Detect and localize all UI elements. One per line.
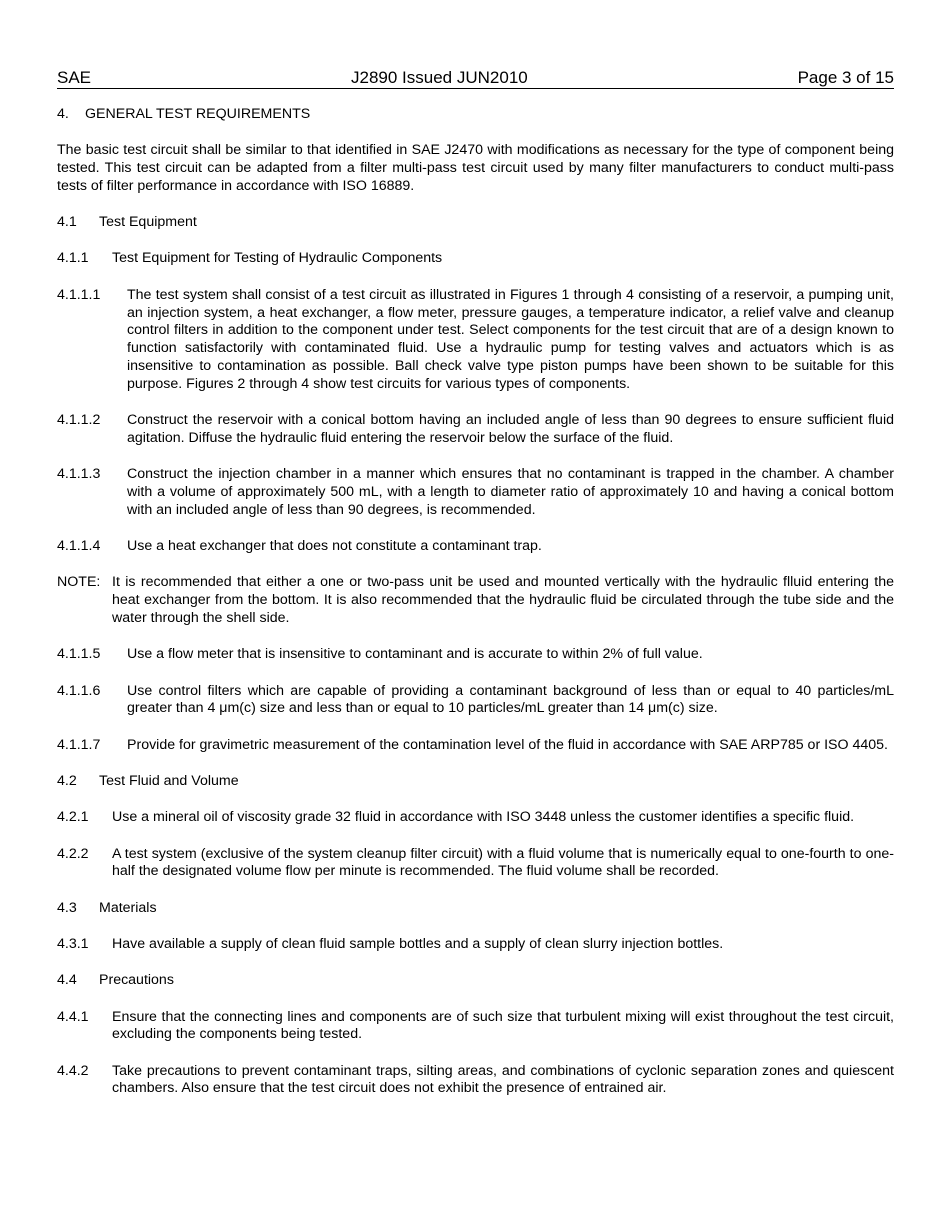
section-heading-4-4 bbox=[57, 972, 894, 990]
section-title: Materials bbox=[99, 899, 157, 916]
clause-4-1-1-3 bbox=[57, 466, 894, 519]
clause-4-1-1-5 bbox=[57, 646, 894, 664]
intro-paragraph: The basic test circuit shall be similar to that identified in SAE J2470 with modifications as necessary for the type of component being tested. This test circuit can be adapted from a filter multi-pass test circuit used by many filter manufacturers to conduct multi-pass tests of filter performance in accordance with ISO 16889. bbox=[57, 142, 894, 194]
section-heading-4-1-1 bbox=[57, 250, 894, 268]
clause-number: 4.4.2 bbox=[57, 1062, 89, 1079]
clause-number: 4.4.1 bbox=[57, 1008, 89, 1025]
clause-text: Use a flow meter that is insensitive to contaminant and is accurate to within 2% of full value. bbox=[127, 646, 703, 663]
clause-4-2-2 bbox=[57, 846, 894, 882]
clause-4-4-2 bbox=[57, 1063, 894, 1099]
section-number: 4. bbox=[57, 106, 69, 122]
clause-text: Ensure that the connecting lines and components are of such size that turbulent mixing will exist throughout the test circuit, excluding the components being tested. bbox=[112, 1008, 894, 1043]
clause-text: Construct the injection chamber in a manner which ensures that no contaminant is trapped in the chamber. A chamber with a volume of approximately 500 mL, with a length to diameter ratio of approximately 10 and having a conical bottom with an included angle of less than 90 degrees, is recommended. bbox=[127, 466, 894, 518]
note-text: It is recommended that either a one or two-pass unit be used and mounted vertically with the hydraulic flluid entering the heat exchanger from the bottom. It is also recommended that the hydraulic fluid be circulated through the tube side and the water through the shell side. bbox=[112, 574, 894, 626]
section-heading-4-3 bbox=[57, 900, 894, 918]
clause-text: Use a mineral oil of viscosity grade 32 fluid in accordance with ISO 3448 unless the customer identifies a specific fluid. bbox=[112, 809, 855, 826]
section-title: GENERAL TEST REQUIREMENTS bbox=[85, 106, 311, 122]
page-header bbox=[57, 68, 894, 89]
section-heading-4 bbox=[57, 106, 894, 124]
note-label: NOTE: bbox=[57, 574, 101, 591]
section-title: Test Equipment for Testing of Hydraulic Components bbox=[112, 250, 443, 267]
clause-text: Have available a supply of clean fluid sample bottles and a supply of clean slurry injection bottles. bbox=[112, 935, 724, 952]
clause-text: A test system (exclusive of the system cleanup filter circuit) with a fluid volume that is numerically equal to one-fourth to one-half the designated volume flow per minute is recommended. The fluid volume shall be recorded. bbox=[112, 845, 894, 880]
clause-4-1-1-1 bbox=[57, 287, 894, 394]
section-number: 4.1.1 bbox=[57, 250, 89, 267]
clause-text: The test system shall consist of a test circuit as illustrated in Figures 1 through 4 consisting of a reservoir, a pumping unit, an injection system, a heat exchanger, a flow meter, pressure gauges, a temperature indicator, a relief valve and cleanup control filters in addition to the component under test. Select components for the test circuit that are of a design known to function satisfactorily with contaminated fluid. Use a hydraulic pump for testing valves and actuators which is as insensitive to contamination as possible. Ball check valve type piston pumps have been shown to be suitable for this purpose. Figures 2 through 4 show test circuits for various types of components. bbox=[127, 286, 894, 392]
section-heading-4-1 bbox=[57, 214, 894, 232]
header-page-number: Page 3 of 15 bbox=[797, 68, 894, 87]
section-title: Precautions bbox=[99, 972, 174, 989]
clause-number: 4.1.1.1 bbox=[57, 286, 101, 303]
clause-4-2-1 bbox=[57, 809, 894, 827]
section-title: Test Equipment bbox=[99, 214, 197, 231]
section-heading-4-2 bbox=[57, 773, 894, 791]
clause-4-3-1 bbox=[57, 936, 894, 954]
clause-number: 4.1.1.7 bbox=[57, 736, 101, 753]
clause-text: Construct the reservoir with a conical bottom having an included angle of less than 90 degrees to ensure sufficient fluid agitation. Diffuse the hydraulic fluid entering the reservoir below the surface of the fluid. bbox=[127, 412, 894, 446]
section-number: 4.3 bbox=[57, 899, 77, 916]
section-number: 4.4 bbox=[57, 972, 77, 989]
note-block bbox=[57, 574, 894, 627]
header-org: SAE bbox=[57, 68, 92, 87]
header-doc-id: J2890 Issued JUN2010 bbox=[351, 68, 528, 87]
clause-4-1-1-6 bbox=[57, 683, 894, 719]
clause-number: 4.3.1 bbox=[57, 935, 89, 952]
clause-number: 4.1.1.6 bbox=[57, 682, 101, 699]
clause-4-1-1-4 bbox=[57, 538, 894, 556]
section-title: Test Fluid and Volume bbox=[99, 772, 239, 789]
clause-4-4-1 bbox=[57, 1009, 894, 1045]
section-number: 4.2 bbox=[57, 772, 77, 789]
clause-text: Provide for gravimetric measurement of the contamination level of the fluid in accordance with SAE ARP785 or ISO 4405. bbox=[127, 736, 888, 753]
clause-number: 4.1.1.3 bbox=[57, 466, 101, 483]
clause-number: 4.2.2 bbox=[57, 845, 89, 862]
document-body bbox=[57, 106, 894, 1117]
clause-4-1-1-7 bbox=[57, 737, 894, 755]
clause-number: 4.1.1.4 bbox=[57, 538, 101, 555]
clause-number: 4.1.1.5 bbox=[57, 646, 101, 663]
clause-4-1-1-2 bbox=[57, 412, 894, 448]
clause-text: Take precautions to prevent contaminant traps, silting areas, and combinations of cyclonic separation zones and quiescent chambers. Also ensure that the test circuit does not exhibit the presence of entrained air. bbox=[112, 1062, 894, 1097]
clause-number: 4.1.1.2 bbox=[57, 412, 101, 429]
clause-text: Use control filters which are capable of providing a contaminant background of less than or equal to 40 particles/mL greater than 4 μm(c) size and less than or equal to 10 particles/mL greater than 14 μm(c) size. bbox=[127, 682, 894, 717]
clause-number: 4.2.1 bbox=[57, 809, 89, 826]
clause-text: Use a heat exchanger that does not constitute a contaminant trap. bbox=[127, 538, 542, 555]
section-number: 4.1 bbox=[57, 214, 77, 231]
